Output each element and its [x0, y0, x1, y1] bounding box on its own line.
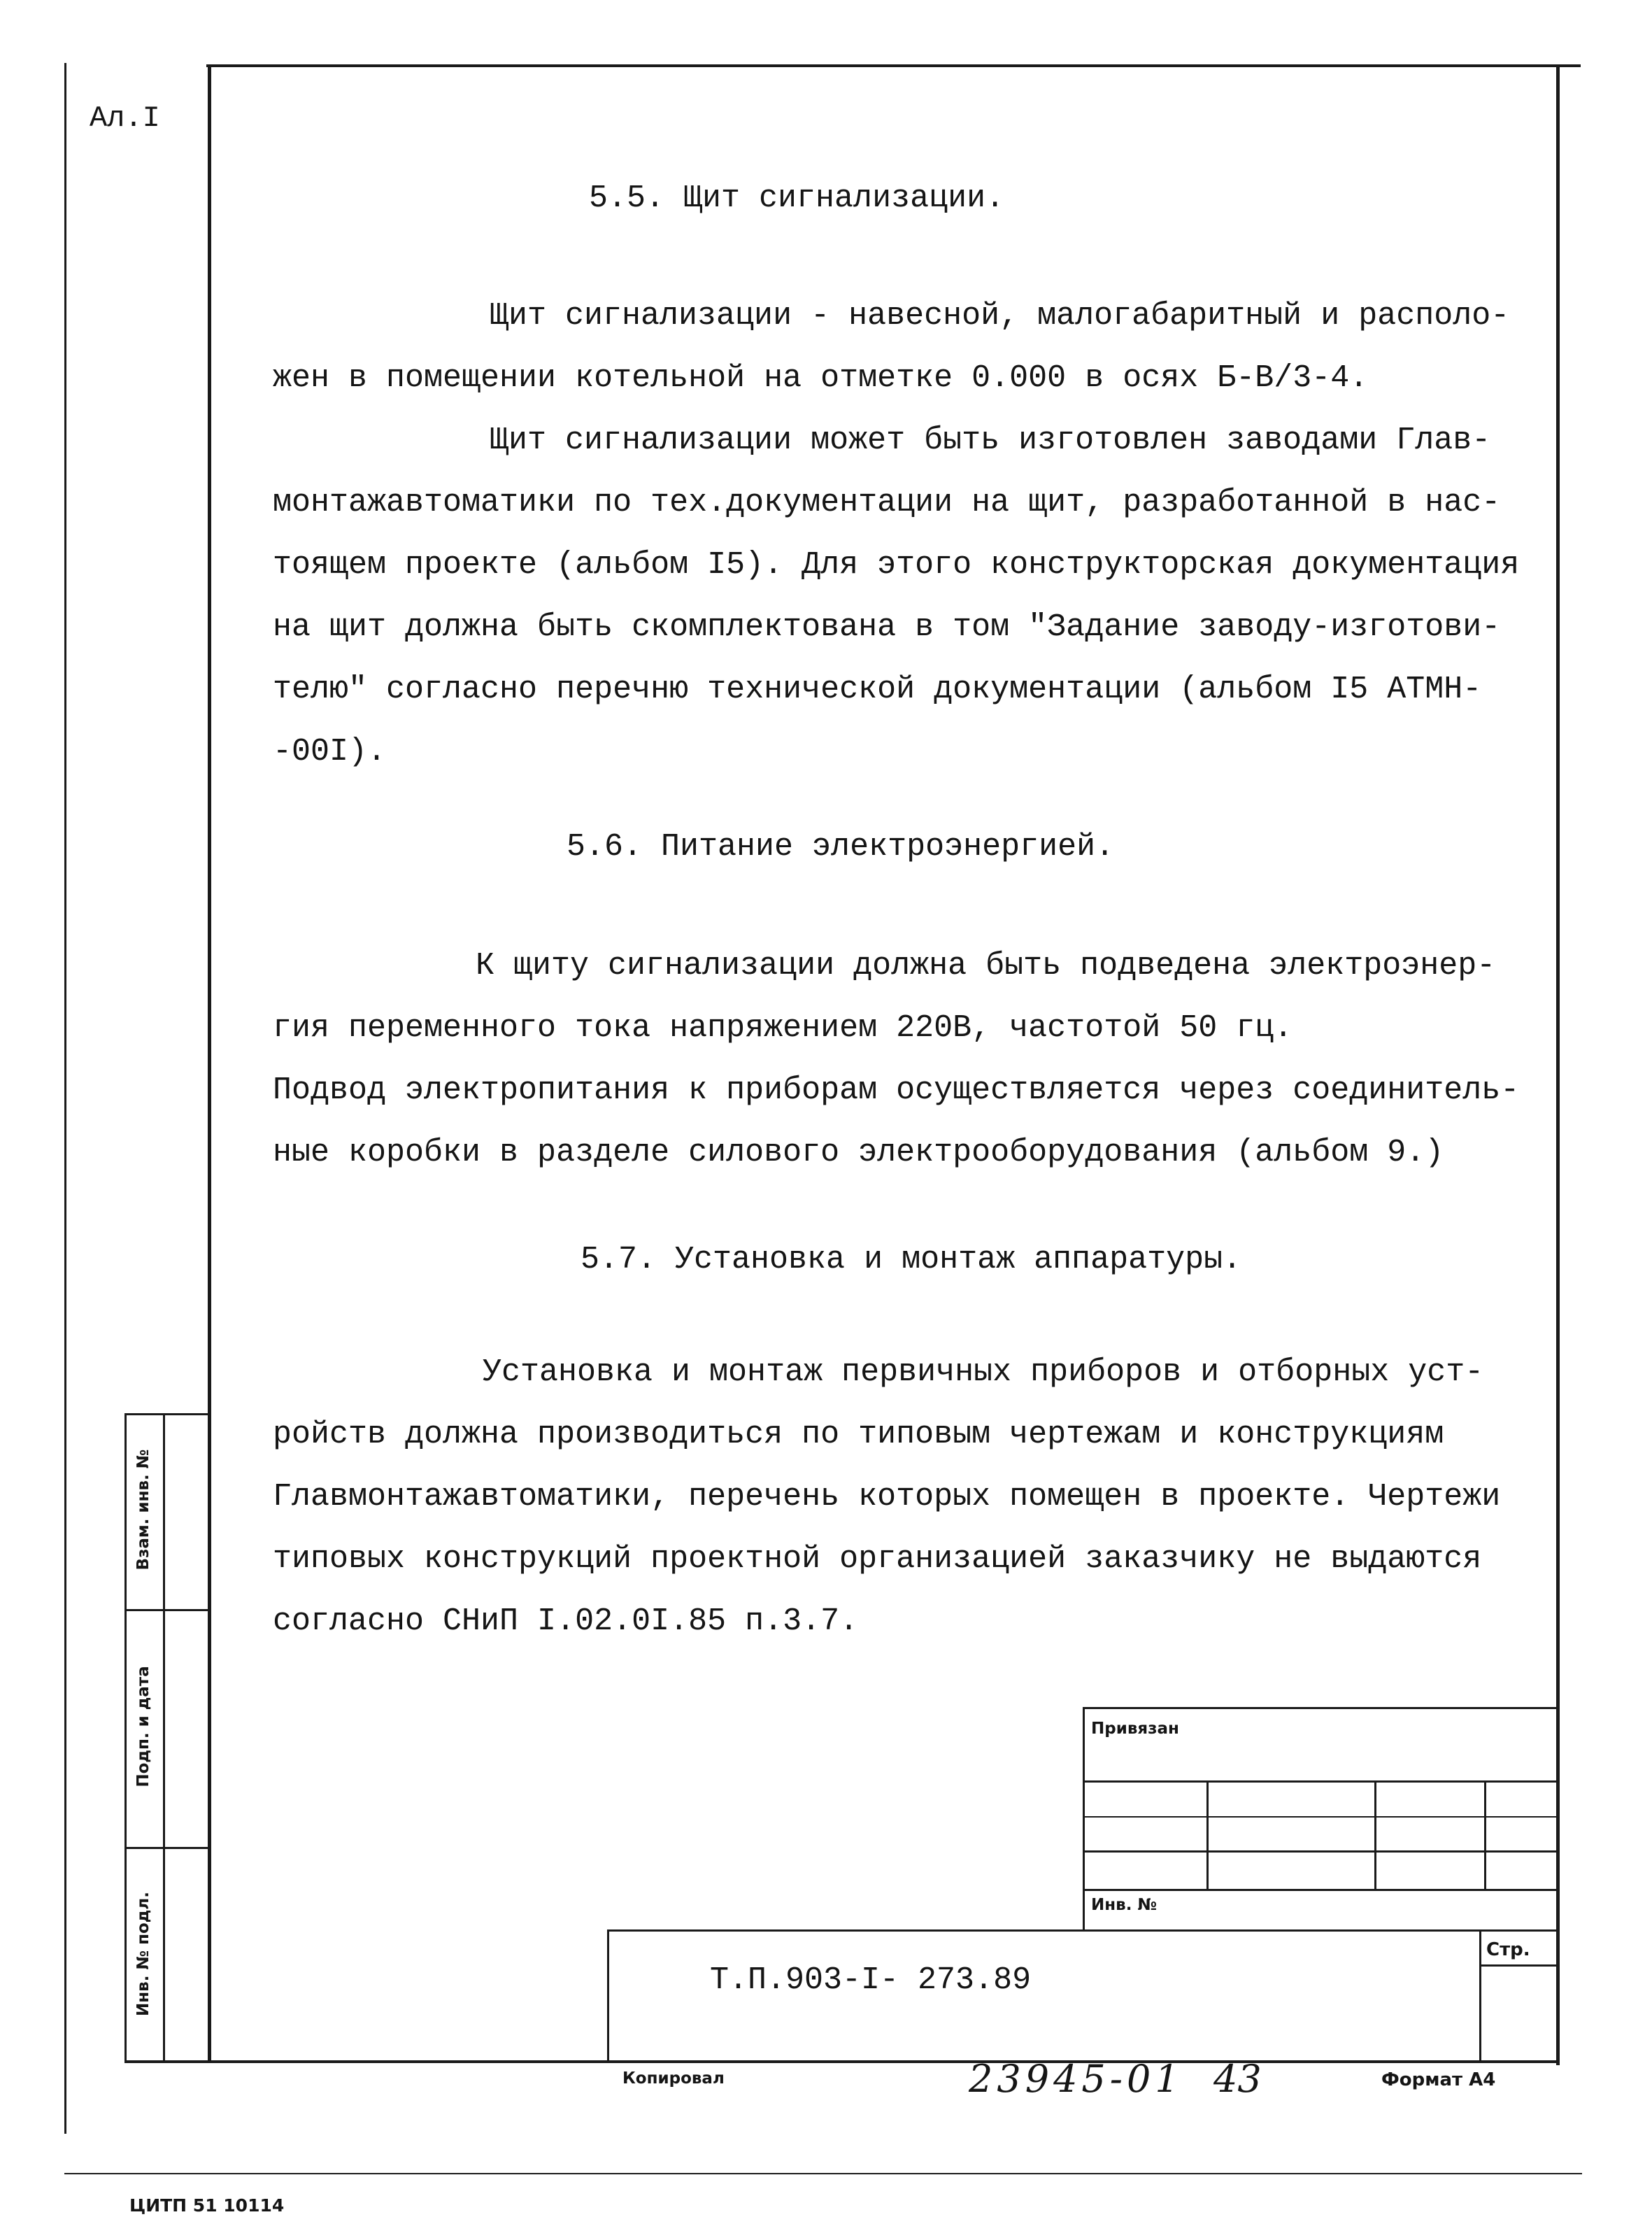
tb-privyazan-top	[1083, 1707, 1558, 1709]
section-5-5-text	[273, 285, 1519, 783]
text-line: на щит должна быть скомплектована в том "Задание заводу-изготови-	[273, 609, 1501, 645]
text-line: Щит сигнализации - навесной, малогабаритный и располо-	[490, 298, 1510, 334]
footer-page-number: 43	[1213, 2057, 1262, 2101]
footer-printer-code: ЦИТП 51 10114	[129, 2195, 285, 2216]
text-line: Подвод электропитания к приборам осуществляется через соединитель-	[273, 1072, 1520, 1108]
text-line: жен в помещении котельной на отметке 0.000 в осях Б-В/3-4.	[273, 360, 1369, 396]
tb-grid-h1	[1083, 1780, 1558, 1783]
tb-grid-v2	[1374, 1780, 1376, 1891]
text-line: монтажавтоматики по тех.документации на щит, разработанной в нас-	[273, 485, 1501, 520]
frame-bottom-border	[124, 2060, 1558, 2063]
side-stamp-inv-podl: Инв. № подл.	[134, 1892, 152, 2016]
side-stamp-divider	[163, 1413, 165, 2062]
text-line: Главмонтажавтоматики, перечень которых помещен в проекте. Чертежи	[273, 1479, 1501, 1515]
text-line: согласно СНиП I.02.0I.85 п.3.7.	[273, 1603, 859, 1639]
text-line: Щит сигнализации может быть изготовлен заводами Глав-	[490, 423, 1491, 458]
tb-document-code: Т.П.903-I- 273.89	[710, 1962, 1032, 1998]
left-margin-line	[64, 63, 66, 2134]
footer-copied-label: Копировал	[622, 2069, 725, 2088]
tb-grid-h3	[1083, 1850, 1558, 1853]
tb-grid-h4	[1083, 1889, 1558, 1891]
side-stamp-vzam-inv: Взам. инв. №	[134, 1449, 152, 1571]
text-line: Установка и монтаж первичных приборов и отборных уст-	[483, 1354, 1484, 1390]
tb-page-divider	[1479, 1929, 1481, 2062]
tb-page-label: Стр.	[1486, 1939, 1530, 1960]
tb-grid-v1	[1206, 1780, 1209, 1891]
tb-code-top	[607, 1929, 1558, 1932]
section-5-7-text	[273, 1341, 1500, 1652]
section-5-6-heading: 5.6. Питание электроэнергией.	[567, 829, 1115, 865]
section-5-7-heading: 5.7. Установка и монтаж аппаратуры.	[581, 1242, 1242, 1277]
frame-left-border	[208, 64, 211, 2062]
text-line: гия переменного тока напряжением 220В, частотой 50 гц.	[273, 1010, 1293, 1046]
text-line: ройств должна производиться по типовым чертежам и конструкциям	[273, 1417, 1444, 1452]
page-bottom-rule	[64, 2173, 1582, 2174]
text-line: тоящем проекте (альбом I5). Для этого конструкторская документация	[273, 547, 1520, 583]
tb-privyazan-left	[1083, 1707, 1085, 1931]
tb-code-left	[607, 1929, 609, 2062]
album-marker: Ал.I	[90, 101, 160, 135]
tb-grid-h2	[1083, 1816, 1558, 1818]
text-line: ные коробки в разделе силового электрооборудования (альбом 9.)	[273, 1135, 1444, 1170]
frame-top-border	[206, 64, 1581, 67]
section-5-5-heading: 5.5. Щит сигнализации.	[589, 180, 1005, 216]
text-line: К щиту сигнализации должна быть подведена электроэнер-	[476, 948, 1496, 984]
side-stamp-podp-data: Подп. и дата	[134, 1666, 152, 1787]
text-line: -00I).	[273, 734, 387, 770]
frame-right-border	[1556, 64, 1560, 2065]
side-stamp-outer-left	[124, 1413, 127, 2062]
text-line: телю" согласно перечню технической документации (альбом I5 АТМН-	[273, 672, 1482, 707]
text-line: типовых конструкций проектной организацией заказчику не выдаются	[273, 1541, 1482, 1577]
tb-inv-no-label: Инв. №	[1091, 1896, 1158, 1914]
footer-handwritten-number: 23945-01	[969, 2057, 1183, 2101]
tb-grid-v3	[1484, 1780, 1486, 1891]
footer-format-label: Формат А4	[1381, 2069, 1496, 2090]
tb-page-hline	[1479, 1964, 1558, 1967]
section-5-6-text	[273, 935, 1519, 1184]
tb-privyazan-label: Привязан	[1091, 1720, 1179, 1738]
